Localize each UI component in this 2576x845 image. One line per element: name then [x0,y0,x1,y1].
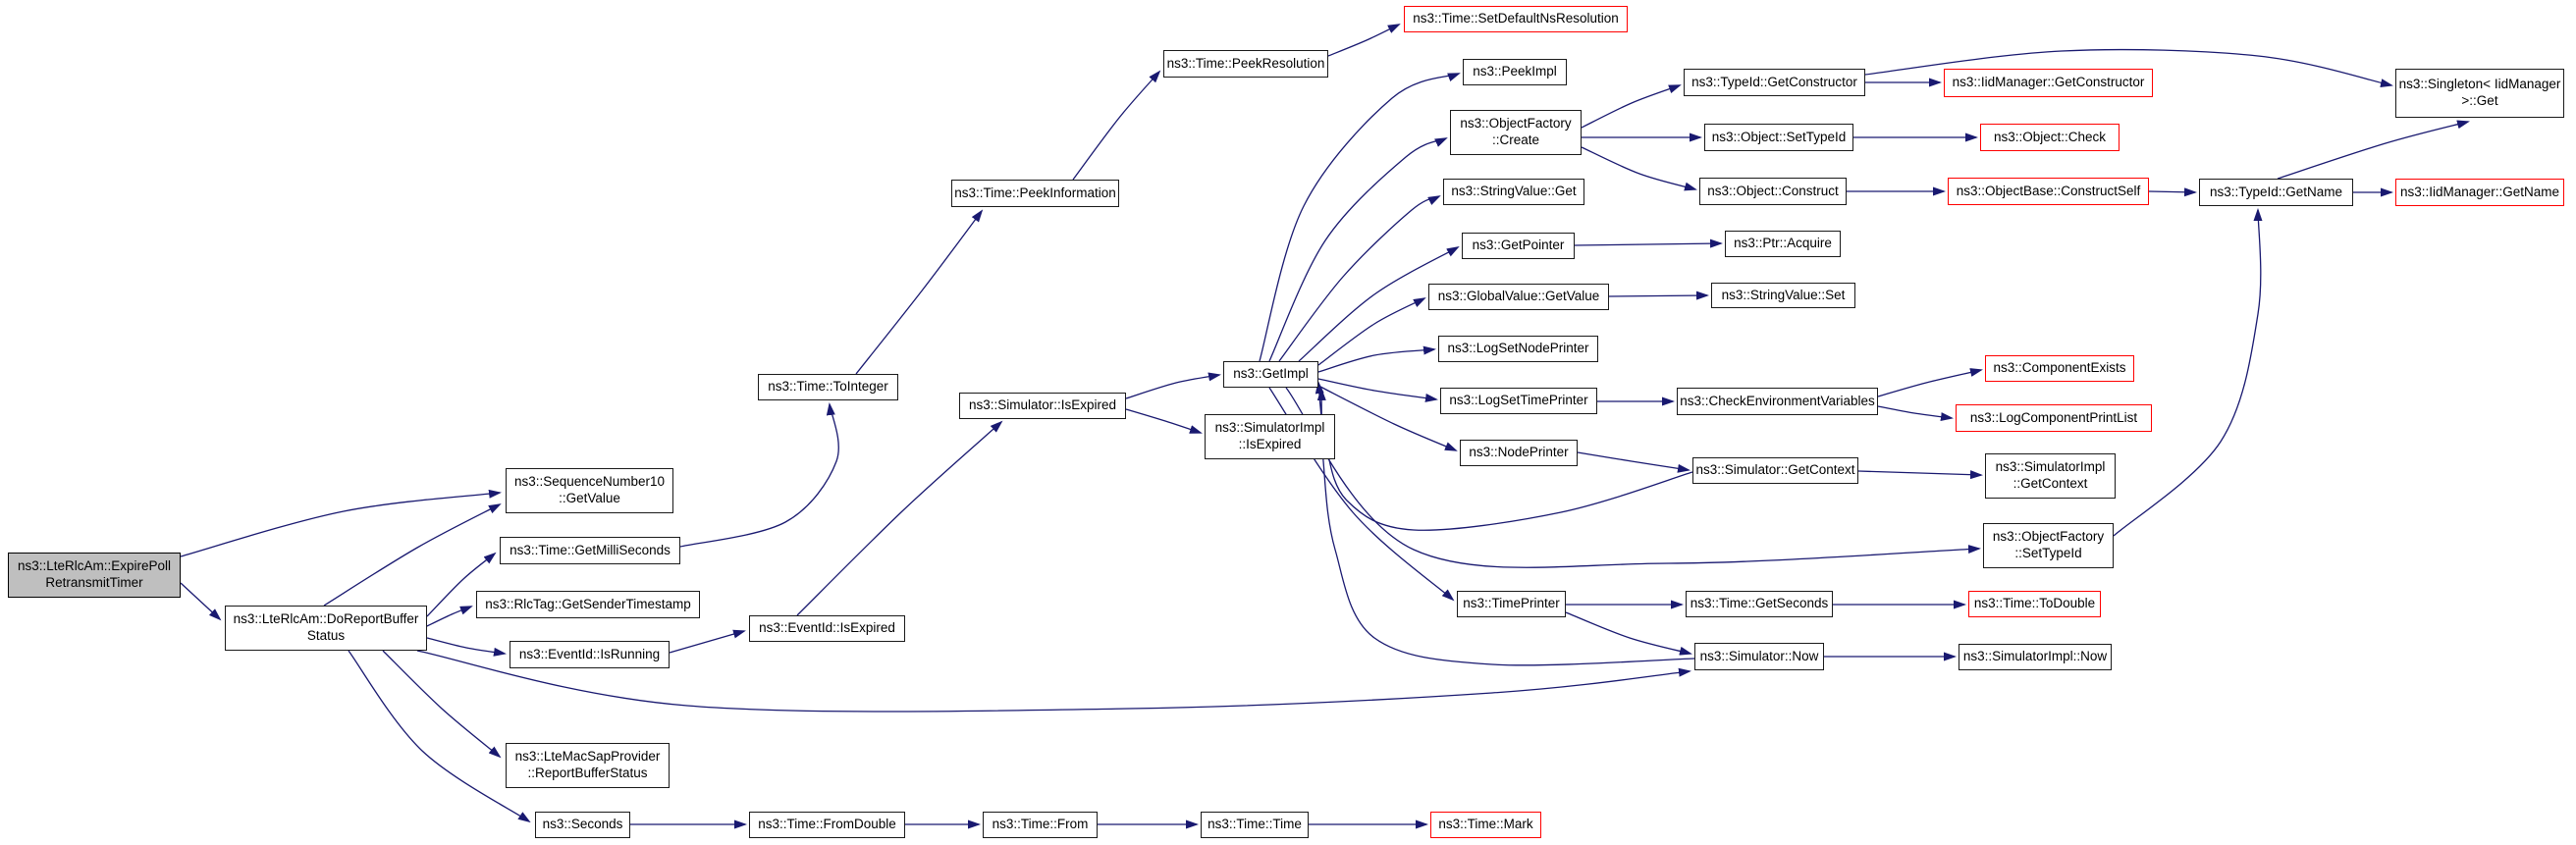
graph-node-componentExists[interactable] [1985,355,2134,382]
graph-node-peekInfo[interactable] [951,180,1119,207]
call-edge-getImpl-to-logSetTime [1318,379,1436,399]
graph-node-simImplIsExpired[interactable] [1205,414,1335,459]
graph-node-label: ns3::RlcTag::GetSenderTimestamp [485,596,691,611]
graph-node-isRunning[interactable] [510,641,670,668]
graph-node-lteMacSap[interactable] [506,743,670,788]
graph-node-label: ns3::LteMacSapProvider [514,749,661,765]
call-edge-objFactoryCreate-to-typeIdGetConstructor [1582,85,1680,128]
graph-node-simNow[interactable] [1694,643,1824,670]
graph-node-label: ns3::TypeId::GetName [2209,184,2343,199]
graph-node-label: ns3::Time::FromDouble [758,817,896,832]
graph-node-label: ns3::Time::GetMilliSeconds [510,542,671,557]
graph-node-stringValueGet[interactable] [1443,179,1584,205]
graph-node-label: ns3::GlobalValue::GetValue [1437,289,1600,304]
graph-node-simGetContext[interactable] [1692,457,1858,484]
graph-node-label: ::ReportBufferStatus [527,766,648,780]
graph-node-timeGetSeconds[interactable] [1686,591,1833,617]
graph-node-label: ns3::LogSetTimePrinter [1449,393,1588,408]
graph-node-peekRes[interactable] [1163,50,1328,78]
graph-node-doReport[interactable] [225,606,427,651]
graph-node-label: ns3::Time::PeekResolution [1166,55,1325,71]
call-edge-isRunning-to-eventIsExpired [670,631,744,653]
graph-node-label: ns3::SimulatorImpl [1995,459,2106,475]
graph-node-label: ns3::SimulatorImpl::Now [1962,649,2108,664]
graph-node-globalGetValue[interactable] [1428,284,1609,310]
graph-node-label: ns3::Time::PeekInformation [954,185,1116,200]
graph-node-iidGetConstructor[interactable] [1944,69,2153,97]
call-edge-root-to-seqGetValue [181,493,500,556]
graph-node-label: ns3::CheckEnvironmentVariables [1680,393,1875,408]
graph-node-label: ::IsExpired [1238,437,1302,451]
graph-node-label: ns3::Object::Construct [1707,183,1839,198]
call-edge-getImpl-to-objFactoryCreate [1269,138,1446,361]
graph-node-objFactorySetTypeId[interactable] [1983,523,2114,568]
graph-node-toInteger[interactable] [758,374,898,400]
graph-node-label: ns3::Time::From [992,817,1089,832]
graph-node-label: RetransmitTimer [45,575,143,590]
graph-node-label: ns3::NodePrinter [1469,445,1569,460]
graph-node-timeMark[interactable] [1430,812,1541,838]
graph-node-timePrinter[interactable] [1457,591,1566,617]
graph-node-timeToDouble[interactable] [1968,591,2101,617]
graph-node-label: ns3::Ptr::Acquire [1734,236,1832,251]
graph-node-label: ns3::Simulator::IsExpired [968,397,1117,413]
graph-node-nodePrinter[interactable] [1460,440,1578,466]
graph-node-simIsExpired[interactable] [959,393,1126,419]
graph-node-simImplGetContext[interactable] [1985,453,2116,499]
graph-node-objConstruct[interactable] [1699,178,1847,205]
graph-node-label: ::Create [1491,132,1540,147]
graph-node-label: ns3::StringValue::Set [1721,287,1846,302]
graph-node-seqGetValue[interactable] [506,468,673,513]
graph-node-getImpl[interactable] [1223,361,1318,388]
graph-node-label: ns3::PeekImpl [1473,64,1557,79]
call-edge-timePrinter-to-simNow [1566,612,1690,654]
graph-node-timeFromDouble[interactable] [749,812,905,838]
graph-node-label: ns3::Object::Check [1993,129,2107,144]
call-edge-checkEnv-to-componentExists [1878,370,1981,396]
call-edge-eventIsExpired-to-simIsExpired [797,422,1001,615]
graph-node-label: ns3::IidManager::GetName [2399,184,2560,199]
graph-node-label: ns3::GetPointer [1472,238,1565,253]
graph-node-objCheck[interactable] [1980,124,2120,151]
graph-node-label: ns3::LogComponentPrintList [1969,409,2138,425]
graph-node-eventIsExpired[interactable] [749,615,905,642]
graph-node-label: ns3::Time::GetSeconds [1690,596,1829,611]
call-edge-doReport-to-isRunning [427,638,505,654]
graph-node-label: ns3::ObjectBase::ConstructSelf [1956,183,2141,198]
graph-node-objBaseConstructSelf[interactable] [1948,178,2149,205]
call-edge-nodePrinter-to-simGetContext [1578,452,1689,470]
graph-node-typeIdGetConstructor[interactable] [1684,69,1865,96]
graph-node-label: ns3::LteRlcAm::ExpirePoll [17,558,172,574]
call-edge-simGetContext-to-simImplGetContext [1858,471,1981,475]
call-edge-getPointer-to-ptrAcquire [1575,243,1721,245]
graph-node-label: ::SetTypeId [2014,546,2082,560]
graph-node-label: ns3::TypeId::GetConstructor [1691,74,1857,89]
graph-node-logSetTime[interactable] [1440,388,1597,414]
graph-node-label: ns3::Object::SetTypeId [1711,129,1847,144]
call-edge-objFactoryCreate-to-objConstruct [1582,147,1695,189]
graph-node-label: ns3::Time::Time [1208,817,1302,832]
graph-node-label: ns3::EventId::IsExpired [759,620,895,636]
graph-node-label: ns3::ObjectFactory [1992,529,2105,545]
call-edge-root-to-doReport [181,583,220,619]
graph-node-timeFrom[interactable] [983,812,1098,838]
graph-node-timeTime[interactable] [1201,812,1309,838]
graph-node-objSetTypeId[interactable] [1704,124,1853,151]
graph-node-getMilli[interactable] [500,537,680,564]
call-edge-simIsExpired-to-getImpl [1126,375,1219,398]
graph-node-label: ns3::LogSetNodePrinter [1447,341,1589,356]
call-edge-getImpl-to-stringValueGet [1279,196,1439,361]
call-edge-peekInfo-to-peekRes [1073,72,1159,180]
graph-node-label: ns3::GetImpl [1233,366,1309,382]
graph-node-setDefaultNs[interactable] [1404,6,1628,32]
graph-node-iidGetName[interactable] [2395,179,2564,206]
graph-node-peekImpl[interactable] [1463,59,1567,85]
graph-node-label: ns3::Time::ToInteger [768,379,888,395]
graph-node-label: ns3::Simulator::GetContext [1695,462,1855,478]
call-edge-checkEnv-to-logComponentPrintList [1878,406,1952,418]
graph-node-label: ns3::ObjectFactory [1460,116,1572,132]
call-edge-typeIdGetName-to-singletonGet [2278,122,2468,179]
graph-node-objFactoryCreate[interactable] [1450,110,1582,155]
graph-node-label: ns3::Time::SetDefaultNsResolution [1413,11,1619,26]
graph-node-stringValueSet[interactable] [1711,283,1855,308]
graph-node-label: >::Get [2461,93,2498,108]
graph-node-checkEnv[interactable] [1677,388,1878,415]
call-edge-getImpl-to-logSetNode [1318,349,1434,372]
graph-node-singletonGet[interactable] [2395,69,2564,118]
graph-node-label: ns3::IidManager::GetConstructor [1952,75,2145,90]
call-edge-globalGetValue-to-stringValueSet [1609,295,1707,296]
graph-node-label: ns3::Time::ToDouble [1973,596,2096,611]
call-edge-peekRes-to-setDefaultNs [1328,25,1399,56]
call-edge-getImpl-to-globalGetValue [1318,298,1424,365]
graph-node-typeIdGetName[interactable] [2199,179,2353,206]
graph-node-logComponentPrintList[interactable] [1956,404,2152,432]
graph-node-label: ::GetContext [2012,476,2088,491]
call-edge-doReport-to-seqGetValue [324,504,500,606]
graph-node-root[interactable] [8,553,181,598]
call-edge-doReport-to-seconds [349,651,529,821]
graph-node-label: ns3::Time::Mark [1438,817,1533,832]
graph-node-label: ns3::ComponentExists [1993,360,2126,376]
graph-node-label: ns3::SequenceNumber10 [513,474,666,490]
call-edge-simNow-to-getImpl [1321,390,1694,665]
graph-node-label: ::GetValue [559,491,620,505]
graph-node-label: ns3::Singleton< IidManager [2398,77,2561,92]
graph-node-simImplNow[interactable] [1959,644,2112,670]
graph-node-label: ns3::Seconds [542,817,623,832]
call-edge-objBaseConstructSelf-to-typeIdGetName [2149,191,2195,192]
graph-node-label: ns3::EventId::IsRunning [518,646,661,661]
graph-node-ptrAcquire[interactable] [1725,231,1841,257]
graph-node-label: ns3::Simulator::Now [1699,648,1819,663]
graph-node-logSetNode[interactable] [1438,336,1598,362]
graph-node-getSenderTs[interactable] [476,591,700,618]
call-edge-simIsExpired-to-simImplIsExpired [1126,409,1201,433]
graph-node-seconds[interactable] [535,812,630,838]
call-edge-getImpl-to-nodePrinter [1318,386,1456,450]
graph-node-label: ns3::SimulatorImpl [1214,420,1325,436]
graph-node-label: ns3::LteRlcAm::DoReportBuffer [233,611,419,627]
graph-node-label: Status [306,628,346,643]
call-edge-getMilli-to-toInteger [680,404,838,547]
graph-node-getPointer[interactable] [1462,233,1575,259]
call-edge-objFactorySetTypeId-to-typeIdGetName [2114,210,2261,536]
graph-node-label: ns3::TimePrinter [1463,596,1560,611]
graph-node-label: ns3::StringValue::Get [1451,184,1577,199]
call-edge-toInteger-to-peekInfo [856,211,982,374]
call-edge-getImpl-to-peekImpl [1260,74,1459,361]
